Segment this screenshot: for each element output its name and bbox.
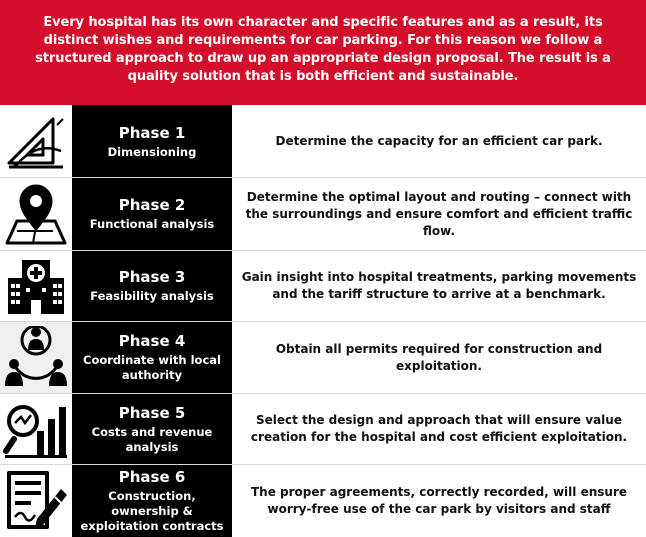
phase-title: Phase 2 bbox=[118, 196, 186, 214]
map-pin-icon bbox=[0, 178, 72, 250]
phase-title: Phase 4 bbox=[118, 332, 186, 350]
phase-title: Phase 1 bbox=[118, 123, 186, 142]
phase-row-4 bbox=[0, 322, 646, 393]
phase-row-2 bbox=[0, 178, 646, 250]
phase-description: Gain insight into hospital treatments, parking movements and the tariff structure to arrive at a benchmark. bbox=[241, 270, 637, 301]
phase-label-5 bbox=[72, 394, 232, 464]
phase-label-1 bbox=[72, 105, 232, 178]
phase-title: Phase 6 bbox=[118, 468, 186, 486]
people-network-icon bbox=[0, 322, 72, 393]
phase-name: Coordinate with local authority bbox=[83, 353, 221, 382]
drafting-tools-icon bbox=[0, 105, 72, 178]
phase-label-6 bbox=[72, 465, 232, 537]
contract-signing-icon bbox=[0, 465, 72, 537]
analysis-chart-icon bbox=[0, 394, 72, 464]
phase-name: Dimensioning bbox=[107, 144, 197, 159]
phase-description: Obtain all permits required for construction and exploitation. bbox=[275, 341, 603, 373]
phase-description: The proper agreements, correctly recorded, will ensure worry-free use of the car park by visitors and staff bbox=[250, 485, 627, 516]
phase-row-5 bbox=[0, 394, 646, 464]
phase-label-2 bbox=[72, 178, 232, 250]
phase-title: Phase 5 bbox=[118, 403, 186, 422]
phase-name: Costs and revenue analysis bbox=[91, 424, 213, 454]
phase-row-1 bbox=[0, 105, 646, 178]
phase-name: Feasibility analysis bbox=[90, 289, 214, 303]
phase-name: Construction, ownership & exploitation contracts bbox=[80, 489, 224, 533]
intro-banner bbox=[0, 0, 646, 105]
phase-name: Functional analysis bbox=[89, 217, 215, 231]
phase-description: Select the design and approach that will ensure value creation for the hospital and cost efficient exploitation. bbox=[250, 413, 628, 444]
intro-text: Every hospital has its own character and specific features and as a result, its distinct wishes and requirements for car parking. For this reason we follow a structured approach to draw up an appropriate design proposal. The result is a quality solution that is both efficient and sustainable. bbox=[35, 15, 611, 84]
phase-row-3 bbox=[0, 251, 646, 321]
phase-description: Determine the capacity for an efficient car park. bbox=[275, 134, 603, 148]
phase-description: Determine the optimal layout and routing – connect with the surroundings and ensure comfort and efficient traffic flow. bbox=[245, 189, 633, 238]
phase-label-3 bbox=[72, 251, 232, 321]
hospital-building-icon bbox=[0, 251, 72, 321]
phase-row-6 bbox=[0, 465, 646, 537]
phase-title: Phase 3 bbox=[118, 268, 186, 286]
phase-label-4 bbox=[72, 322, 232, 393]
